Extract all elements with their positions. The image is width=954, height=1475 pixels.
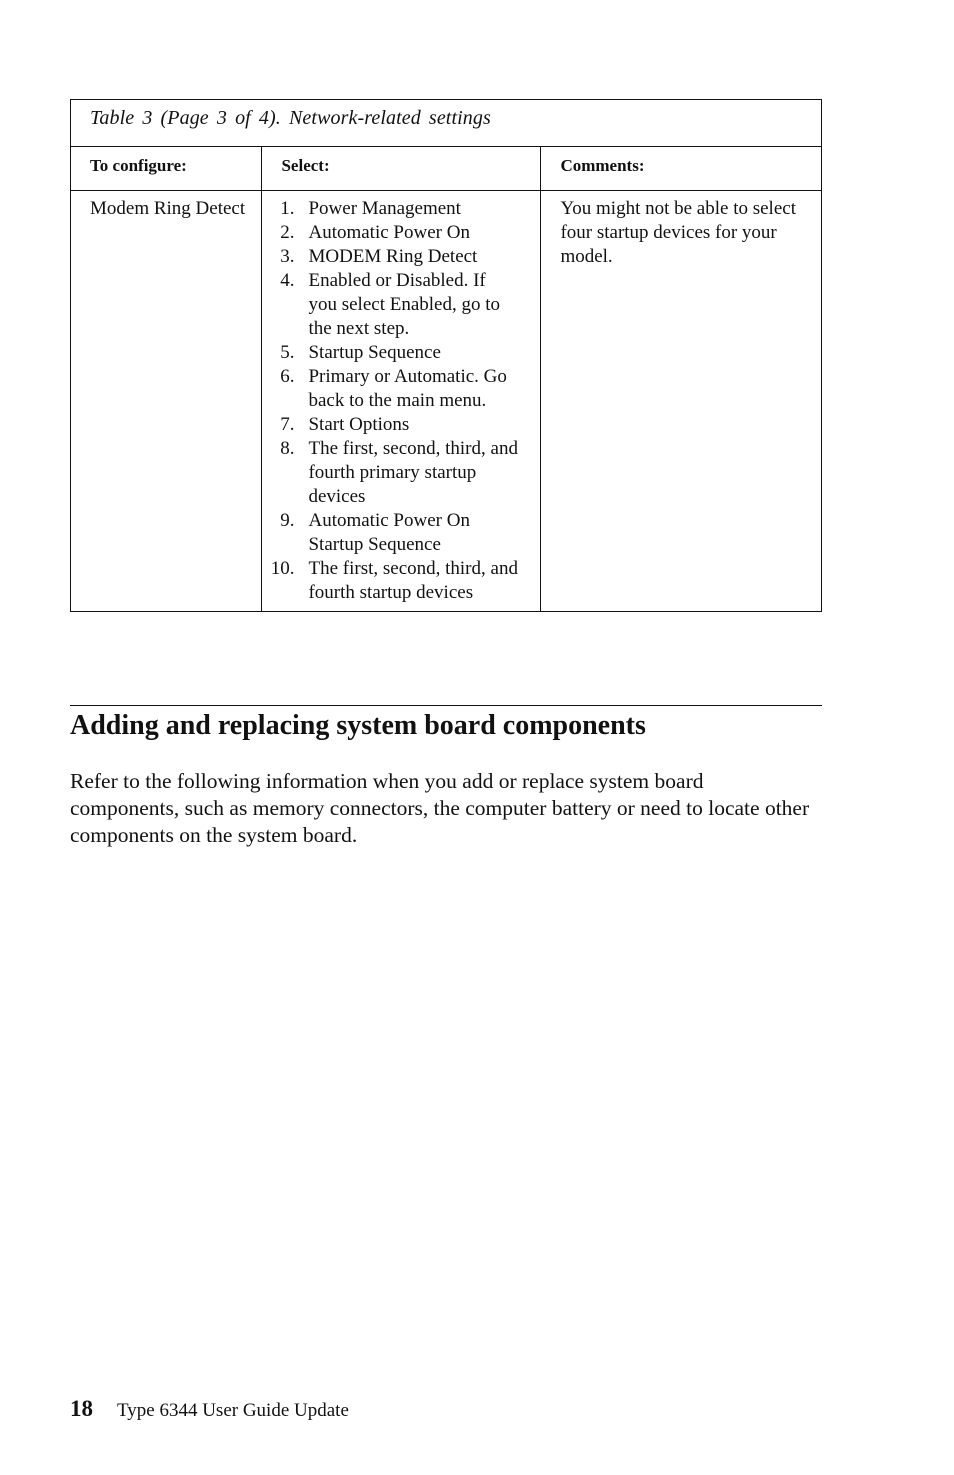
- step-text: Startup Sequence: [308, 342, 441, 363]
- step-number: 10.: [270, 558, 295, 579]
- step-number: 2.: [280, 222, 295, 243]
- footer-title: Type 6344 User Guide Update: [117, 1400, 349, 1421]
- list-item: [270, 437, 540, 509]
- step-text: MODEM Ring Detect: [308, 246, 478, 267]
- page-number: 18: [70, 1396, 93, 1421]
- list-item: [270, 245, 540, 269]
- list-item: [270, 221, 540, 245]
- step-text: Automatic Power On Startup Sequence: [308, 510, 470, 555]
- comments-cell: [541, 191, 822, 612]
- section-paragraph: Refer to the following information when you add or replace system board components, such as memory connectors, the computer battery or need to locate other components on the system board.: [70, 769, 810, 847]
- step-number: 5.: [280, 342, 295, 363]
- section-heading: Adding and replacing system board components: [70, 710, 646, 741]
- header-to-configure: To configure:: [71, 147, 262, 191]
- table-row: [71, 191, 822, 612]
- step-number: 8.: [280, 438, 295, 459]
- list-item: [270, 341, 540, 365]
- select-steps-list: [270, 197, 540, 605]
- step-number: 1.: [280, 198, 295, 219]
- select-cell: [262, 191, 541, 612]
- step-number: 4.: [280, 270, 295, 291]
- list-item: [270, 557, 540, 605]
- list-item: [270, 269, 540, 341]
- step-number: 6.: [280, 366, 295, 387]
- step-text: Primary or Automatic. Go back to the main menu.: [308, 366, 507, 411]
- comments-text: You might not be able to select four startup devices for your model.: [560, 198, 796, 267]
- step-text: Power Management: [308, 198, 461, 219]
- list-item: [270, 509, 540, 557]
- step-number: 3.: [280, 246, 295, 267]
- step-text: Enabled or Disabled. If you select Enabled, go to the next step.: [308, 270, 500, 339]
- configure-text: Modem Ring Detect: [90, 198, 246, 219]
- network-settings-table: [70, 99, 822, 612]
- list-item: [270, 365, 540, 413]
- section-divider: [70, 705, 822, 706]
- step-number: 9.: [280, 510, 295, 531]
- step-text: Automatic Power On: [308, 222, 470, 243]
- header-comments: Comments:: [541, 147, 822, 191]
- configure-cell: [71, 191, 262, 612]
- step-text: The first, second, third, and fourth primary startup devices: [308, 438, 518, 507]
- list-item: [270, 197, 540, 221]
- header-select: Select:: [262, 147, 541, 191]
- page-footer: [70, 1395, 349, 1425]
- step-number: 7.: [280, 414, 295, 435]
- step-text: The first, second, third, and fourth startup devices: [308, 558, 518, 603]
- table-caption: Table 3 (Page 3 of 4). Network-related settings: [71, 100, 822, 147]
- step-text: Start Options: [308, 414, 410, 435]
- list-item: [270, 413, 540, 437]
